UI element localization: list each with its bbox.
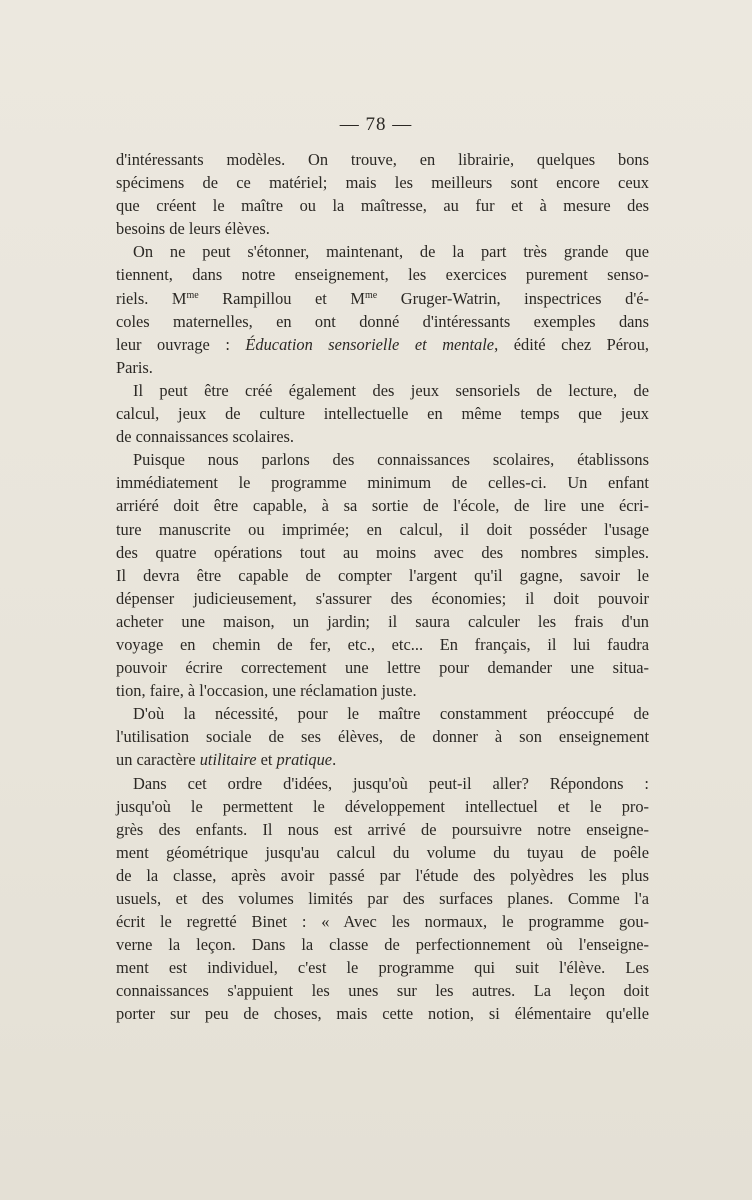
page-number: — 78 — [339, 114, 413, 135]
superscript: me [365, 289, 378, 301]
text-line: usuels, et des volumes limités par des surfaces planes. Comme l'a [116, 889, 649, 908]
text-run: . [332, 750, 337, 770]
superscript: me [186, 289, 199, 301]
text-line: acheter une maison, un jardin; il saura calculer les frais d'un [116, 611, 649, 631]
text-line [116, 748, 649, 771]
text-line: ment est individuel, c'est le programme qui suit l'élève. Les [116, 958, 649, 978]
emphasis: utilitaire [199, 750, 257, 770]
text-line: dépenser judicieusement, s'assurer des économies; il doit pouvoir [116, 588, 649, 608]
text-line: connaissances s'appuient les unes sur les autres. La leçon doit [116, 981, 649, 1001]
text-line [116, 287, 649, 310]
text-line: immédiatement le programme minimum de celles-ci. Un enfant [116, 473, 649, 493]
text-line: Il peut être créé également des jeux sensoriels de lecture, de [133, 380, 649, 400]
text-line: ment géométrique jusqu'au calcul du volume du tuyau de poêle [116, 842, 649, 862]
text-line: de connaissances scolaires. [116, 427, 294, 447]
text-line: grès des enfants. Il nous est arrivé de poursuivre notre enseigne- [116, 819, 649, 839]
text-line: Dans cet ordre d'idées, jusqu'où peut-il aller? Répondons : [133, 773, 649, 793]
text-line: D'où la nécessité, pour le maître constamment préoccupé de [133, 704, 649, 724]
text-line: spécimens de ce matériel; mais les meilleurs sont encore ceux [116, 173, 649, 193]
text-line: porter sur peu de choses, mais cette notion, si élémentaire qu'elle [116, 1004, 649, 1024]
text-line: tiennent, dans notre enseignement, les exercices purement senso- [116, 265, 649, 285]
text-line: jusqu'où le permettent le développement intellectuel et le pro- [116, 796, 649, 816]
text-run: riels. M [116, 288, 187, 308]
text-line: d'intéressants modèles. On trouve, en librairie, quelques bons [116, 150, 649, 169]
text-line: voyage en chemin de fer, etc., etc... En français, il lui faudra [116, 634, 649, 654]
body-text [116, 148, 649, 1026]
text-line [116, 333, 649, 356]
text-line: Paris. [116, 357, 153, 377]
text-line: Il devra être capable de compter l'argent qu'il gagne, savoir le [116, 565, 649, 585]
text-line: des quatre opérations tout au moins avec des nombres simples. [116, 542, 649, 562]
book-title: Éducation sensorielle et mentale [245, 334, 495, 354]
text-run: un caractère [116, 750, 200, 770]
emphasis: pratique [276, 750, 333, 770]
text-line: besoins de leurs élèves. [116, 219, 270, 239]
text-line: de la classe, après avoir passé par l'étude des polyèdres les plus [116, 865, 649, 885]
text-line: pouvoir écrire correctement une lettre pour demander une situa- [116, 658, 649, 678]
text-line: tion, faire, à l'occasion, une réclamation juste. [116, 681, 417, 701]
text-line: écrit le regretté Binet : « Avec les normaux, le programme gou- [116, 912, 649, 932]
text-line: Puisque nous parlons des connaissances scolaires, établissons [133, 450, 649, 470]
text-line: coles maternelles, en ont donné d'intéressants exemples dans [116, 311, 649, 331]
text-line: verne la leçon. Dans la classe de perfectionnement où l'enseigne- [116, 935, 649, 955]
text-line: ture manuscrite ou imprimée; en calcul, il doit posséder l'usage [116, 519, 649, 539]
text-run: et [256, 750, 277, 770]
text-run: Rampillou et M [198, 288, 365, 308]
text-line: que créent le maître ou la maîtresse, au fur et à mesure des [116, 196, 649, 216]
text-line: calcul, jeux de culture intellectuelle en même temps que jeux [116, 404, 649, 424]
text-run: Gruger-Watrin, inspectrices d'é- [377, 288, 649, 308]
text-line: l'utilisation sociale de ses élèves, de donner à son enseignement [116, 727, 649, 747]
text-line: On ne peut s'étonner, maintenant, de la part très grande que [133, 242, 649, 262]
text-run: , édité chez Pérou, [494, 334, 649, 354]
text-line: arriéré doit être capable, à sa sortie de l'école, de lire une écri- [116, 496, 649, 516]
text-run: leur ouvrage : [116, 334, 246, 354]
